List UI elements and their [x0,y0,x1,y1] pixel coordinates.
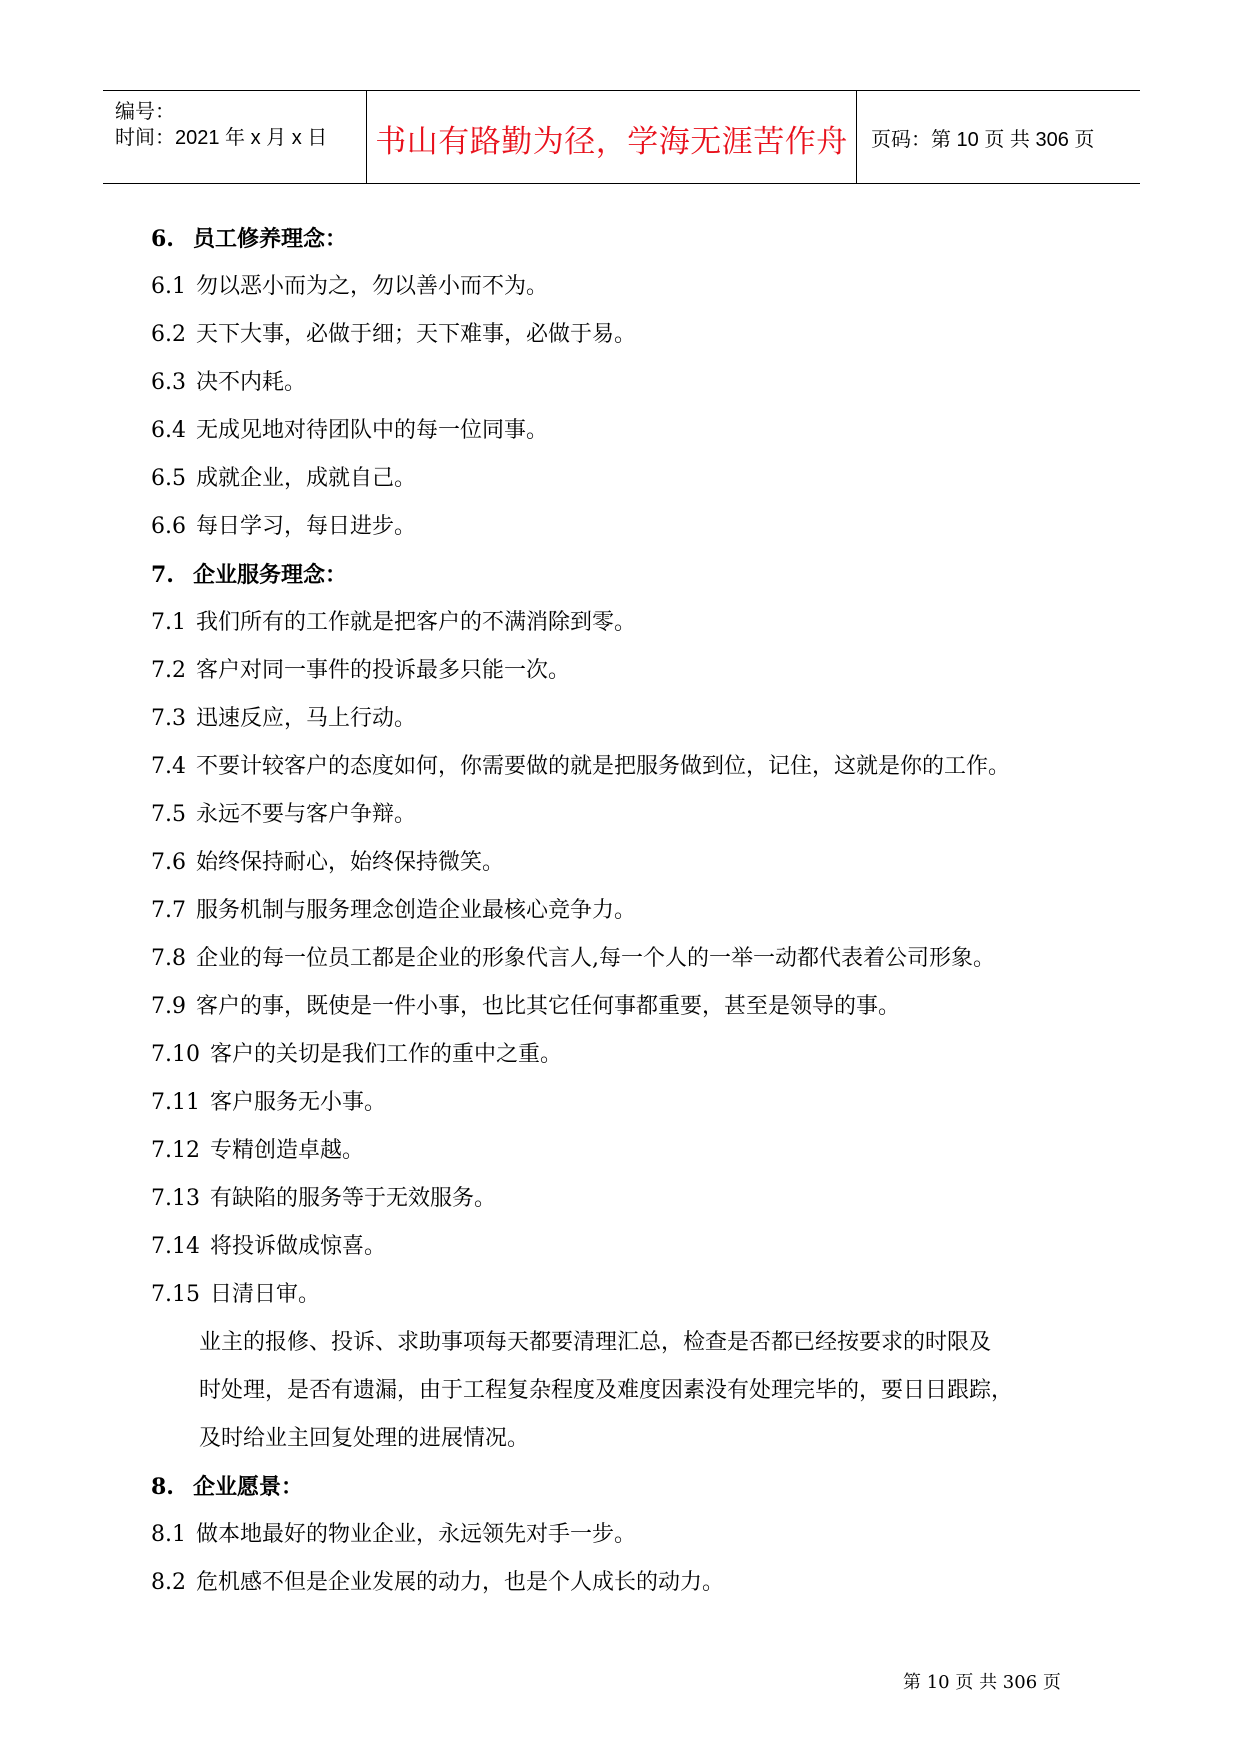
section-title: 企业服务理念： [193,562,348,588]
item-text: 无成见地对待团队中的每一位同事。 [196,418,549,443]
page-footer: 第 10 页 共 306 页 [903,1672,1061,1693]
item-number: 7.12 [151,1138,200,1163]
header-meta-cell [103,91,367,183]
header-page-info: 页码：第 10 页 共 306 页 [871,129,1095,151]
paragraph-line: 业主的报修、投诉、求助事项每天都要清理汇总，检查是否都已经按要求的时限及 [199,1330,992,1355]
document-number-label: 编号： [115,101,175,123]
item-number: 7.4 [151,754,186,779]
list-item [151,1184,1111,1232]
item-text: 日清日审。 [209,1282,320,1307]
item-text: 客户的事，既使是一件小事，也比其它任何事都重要，甚至是领导的事。 [196,994,901,1019]
item-text: 危机感不但是企业发展的动力，也是个人成长的动力。 [196,1570,725,1595]
item-number: 8.2 [151,1570,186,1595]
list-item [151,272,1111,320]
header-motto-cell [367,91,857,183]
item-number: 7.6 [151,850,186,875]
list-item [151,1280,1111,1328]
item-text: 将投诉做成惊喜。 [209,1234,386,1259]
item-number: 6.6 [151,514,186,539]
item-text: 客户的关切是我们工作的重中之重。 [209,1042,562,1067]
item-number: 6.3 [151,370,186,395]
list-item [151,800,1111,848]
item-number: 7.3 [151,706,186,731]
item-text: 始终保持耐心，始终保持微笑。 [196,850,505,875]
item-number: 6.2 [151,322,186,347]
item-text: 我们所有的工作就是把客户的不满消除到零。 [196,610,637,635]
page-header [103,90,1140,184]
list-item [151,992,1111,1040]
header-page-cell [857,91,1140,183]
list-item [151,608,1111,656]
section-number: 6. [151,226,174,252]
item-number: 6.1 [151,274,186,299]
item-number: 7.7 [151,898,186,923]
section-number: 8. [151,1474,174,1500]
list-item [151,416,1111,464]
item-text: 服务机制与服务理念创造企业最核心竞争力。 [196,898,637,923]
item-number: 7.5 [151,802,186,827]
item-text: 永远不要与客户争辩。 [196,802,417,827]
item-text: 天下大事，必做于细；天下难事，必做于易。 [196,322,637,347]
item-number: 8.1 [151,1522,186,1547]
list-item [151,1568,1111,1616]
section-heading [151,1472,1111,1520]
document-body [151,224,1111,1616]
item-number: 7.13 [151,1186,200,1211]
paragraph-line: 及时给业主回复处理的进展情况。 [199,1426,530,1451]
item-number: 7.11 [151,1090,200,1115]
item-number: 7.10 [151,1042,200,1067]
item-number: 7.14 [151,1234,200,1259]
list-item [151,1040,1111,1088]
item-text: 不要计较客户的态度如何，你需要做的就是把服务做到位，记住，这就是你的工作。 [196,754,1011,779]
list-item [151,1232,1111,1280]
item-number: 7.15 [151,1282,200,1307]
item-number: 7.1 [151,610,186,635]
list-item [151,320,1111,368]
list-item [151,1088,1111,1136]
explanation-paragraph [151,1328,1111,1472]
item-number: 6.5 [151,466,186,491]
item-number: 7.8 [151,946,186,971]
item-text: 成就企业，成就自己。 [196,466,417,491]
list-item [151,704,1111,752]
item-number: 7.2 [151,658,186,683]
item-text: 客户对同一事件的投诉最多只能一次。 [196,658,571,683]
item-text: 做本地最好的物业企业，永远领先对手一步。 [196,1522,637,1547]
item-text: 每日学习，每日进步。 [196,514,417,539]
item-text: 有缺陷的服务等于无效服务。 [209,1186,496,1211]
item-text: 迅速反应，马上行动。 [196,706,417,731]
item-text: 决不内耗。 [196,370,307,395]
item-text: 专精创造卓越。 [209,1138,364,1163]
item-text: 勿以恶小而为之，勿以善小而不为。 [196,274,549,299]
list-item [151,944,1111,992]
item-number: 6.4 [151,418,186,443]
list-item [151,464,1111,512]
item-number: 7.9 [151,994,186,1019]
list-item [151,848,1111,896]
section-heading [151,560,1111,608]
paragraph-line: 时处理，是否有遗漏，由于工程复杂程度及难度因素没有处理完毕的，要日日跟踪， [199,1378,1014,1403]
section-title: 员工修养理念： [193,226,348,252]
document-time-label: 时间：2021 年 x 月 x 日 [115,127,328,149]
list-item [151,896,1111,944]
header-motto: 书山有路勤为径，学海无涯苦作舟 [375,124,848,160]
item-text: 客户服务无小事。 [209,1090,386,1115]
list-item [151,656,1111,704]
item-text: 企业的每一位员工都是企业的形象代言人,每一个人的一举一动都代表着公司形象。 [196,946,995,971]
list-item [151,1136,1111,1184]
list-item [151,1520,1111,1568]
list-item [151,752,1111,800]
section-number: 7. [151,562,174,588]
list-item [151,368,1111,416]
section-heading [151,224,1111,272]
section-title: 企业愿景： [193,1474,304,1500]
list-item [151,512,1111,560]
